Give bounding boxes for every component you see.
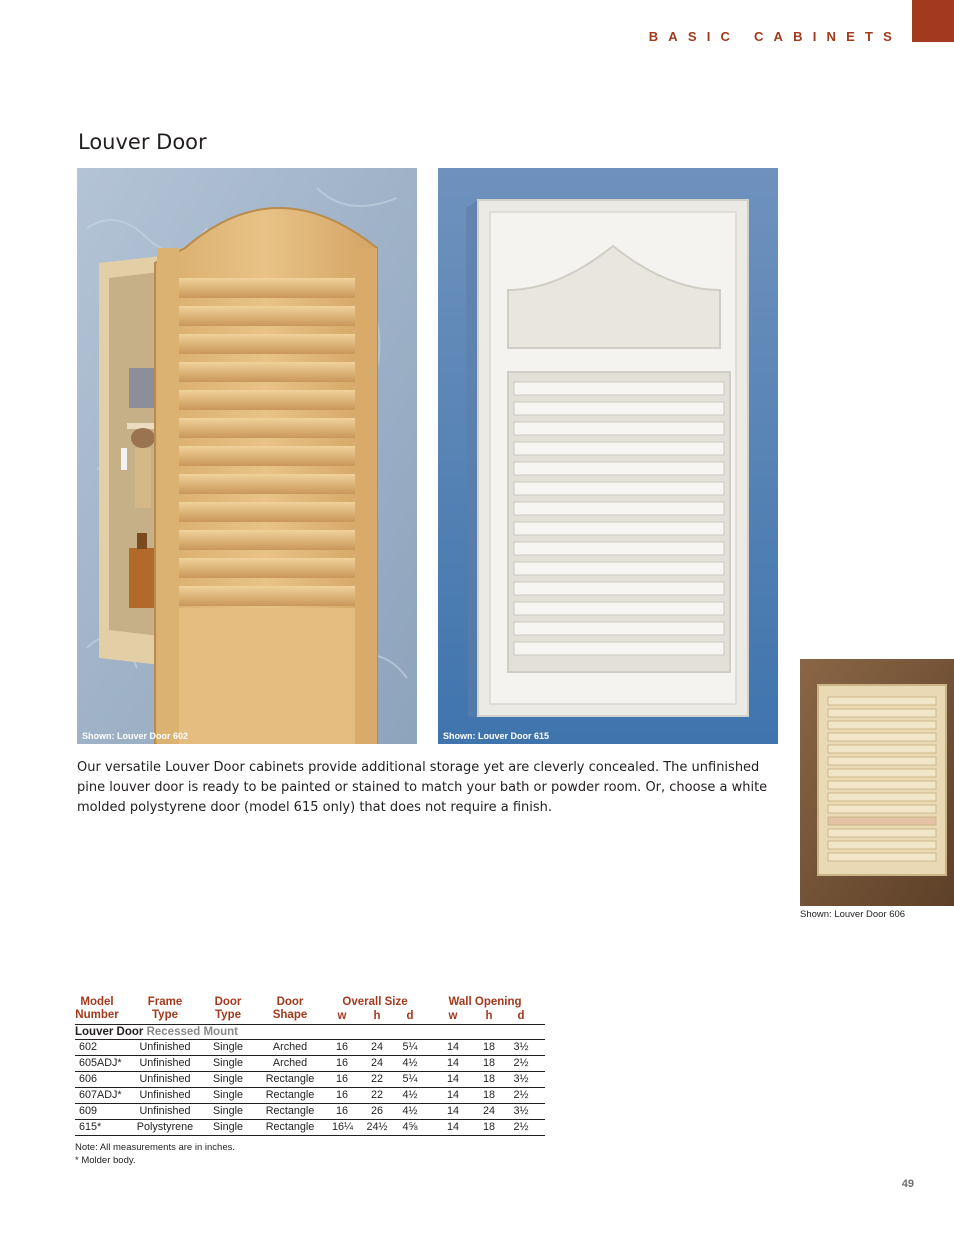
note-measurements: Note: All measurements are in inches.	[75, 1142, 235, 1153]
cell-shape: Arched	[272, 1057, 308, 1069]
cell-frame: Unfinished	[139, 1073, 191, 1085]
cell-od: 4⅝	[402, 1121, 418, 1133]
cell-door_type: Single	[212, 1073, 243, 1085]
col-header-wall-h: h	[485, 1010, 493, 1022]
cell-oh: 22	[370, 1089, 383, 1101]
product-description: Our versatile Louver Door cabinets provide additional storage yet are cleverly concealed. The unfinished pine louver door is ready to be painted or stained to match your bath or powder room. Or, choose a white molded polystyrene door (model 615 only) that does not require a finish.	[77, 760, 768, 815]
cell-wd: 3½	[513, 1073, 529, 1085]
table-body	[75, 1040, 545, 1136]
cell-frame: Unfinished	[139, 1041, 191, 1053]
cell-ww: 14	[446, 1057, 459, 1069]
cell-wd: 3½	[513, 1041, 529, 1053]
photo-louver-door-602	[77, 168, 417, 744]
photo-louver-door-606	[800, 659, 954, 906]
cell-frame: Unfinished	[139, 1105, 191, 1117]
col-header-overall-size: Overall Size	[342, 996, 408, 1008]
cell-frame: Polystyrene	[136, 1121, 194, 1133]
cell-od: 4½	[402, 1105, 418, 1117]
cell-shape: Rectangle	[265, 1089, 315, 1101]
cell-wh: 18	[482, 1057, 495, 1069]
photo-caption: Shown: Louver Door 615	[443, 731, 550, 741]
cell-shape: Rectangle	[265, 1105, 315, 1117]
photo-louver-door-615	[438, 168, 778, 744]
cell-od: 5¼	[402, 1041, 418, 1053]
table-row	[75, 1120, 545, 1136]
cell-wh: 18	[482, 1089, 495, 1101]
col-header-frame: Frame Type	[147, 996, 183, 1021]
cell-wh: 24	[482, 1105, 495, 1117]
col-header-model: Model Number	[75, 996, 119, 1021]
cell-door_type: Single	[212, 1121, 243, 1133]
cell-door_type: Single	[212, 1105, 243, 1117]
group-name: Louver Door	[75, 1026, 144, 1038]
col-header-door-shape: Door Shape	[272, 996, 308, 1021]
spec-table	[75, 996, 545, 1136]
cell-ow: 16	[335, 1073, 348, 1085]
note-molder-body: * Molder body.	[75, 1155, 136, 1166]
table-notes	[75, 1141, 235, 1167]
table-row	[75, 1088, 545, 1104]
cell-wd: 2½	[513, 1057, 529, 1069]
cell-shape: Rectangle	[265, 1073, 315, 1085]
cell-oh: 24½	[366, 1121, 388, 1133]
cell-oh: 22	[370, 1073, 383, 1085]
photo-615-illustration	[438, 168, 778, 744]
table-row	[75, 1072, 545, 1088]
section-color-tab	[912, 0, 954, 42]
col-header-wall-w: w	[448, 1010, 458, 1022]
photo-caption: Shown: Louver Door 606	[800, 909, 906, 920]
cell-ww: 14	[446, 1089, 459, 1101]
cell-od: 5¼	[402, 1073, 418, 1085]
cell-model: 606	[79, 1073, 98, 1085]
photo-caption: Shown: Louver Door 602	[82, 731, 189, 741]
cell-ww: 14	[446, 1041, 459, 1053]
cell-ow: 16	[335, 1105, 348, 1117]
table-row	[75, 1040, 545, 1056]
cell-model: 605ADJ*	[79, 1057, 122, 1069]
cell-model: 602	[79, 1041, 98, 1053]
cell-ow: 16	[335, 1041, 348, 1053]
cell-oh: 24	[370, 1041, 383, 1053]
page-number: 49	[901, 1178, 914, 1190]
cell-model: 609	[79, 1105, 98, 1117]
cell-model: 615*	[79, 1121, 102, 1133]
col-header-wall-opening: Wall Opening	[448, 996, 522, 1008]
photo-602-illustration	[77, 168, 417, 744]
photo-606-illustration	[800, 659, 954, 906]
cell-door_type: Single	[212, 1057, 243, 1069]
cell-od: 4½	[402, 1089, 418, 1101]
cell-wd: 3½	[513, 1105, 529, 1117]
cell-wd: 2½	[513, 1121, 529, 1133]
col-header-overall-d: d	[406, 1010, 414, 1022]
cell-shape: Arched	[272, 1041, 308, 1053]
cell-wh: 18	[482, 1041, 495, 1053]
section-label: BASIC CABINETS	[648, 29, 902, 44]
cell-oh: 24	[370, 1057, 383, 1069]
cell-ww: 14	[446, 1105, 459, 1117]
cell-wd: 2½	[513, 1089, 529, 1101]
cell-ww: 14	[446, 1121, 459, 1133]
table-header	[75, 996, 545, 1024]
cell-wh: 18	[482, 1121, 495, 1133]
col-header-overall-w: w	[337, 1010, 347, 1022]
cell-frame: Unfinished	[139, 1057, 191, 1069]
cell-ow: 16	[335, 1089, 348, 1101]
table-row	[75, 1104, 545, 1120]
cell-shape: Rectangle	[265, 1121, 315, 1133]
table-group-heading	[75, 1025, 545, 1039]
cell-ow: 16¼	[332, 1121, 354, 1133]
table-row	[75, 1056, 545, 1072]
page-title: Louver Door	[78, 130, 207, 154]
col-header-overall-h: h	[373, 1010, 381, 1022]
cell-model: 607ADJ*	[79, 1089, 122, 1101]
cell-ww: 14	[446, 1073, 459, 1085]
cell-oh: 26	[370, 1105, 383, 1117]
cell-od: 4½	[402, 1057, 418, 1069]
col-header-door-type: Door Type	[214, 996, 242, 1021]
cell-door_type: Single	[212, 1089, 243, 1101]
group-mount: Recessed Mount	[146, 1026, 238, 1038]
cell-frame: Unfinished	[139, 1089, 191, 1101]
cell-door_type: Single	[212, 1041, 243, 1053]
cell-ow: 16	[335, 1057, 348, 1069]
col-header-wall-d: d	[517, 1010, 525, 1022]
cell-wh: 18	[482, 1073, 495, 1085]
